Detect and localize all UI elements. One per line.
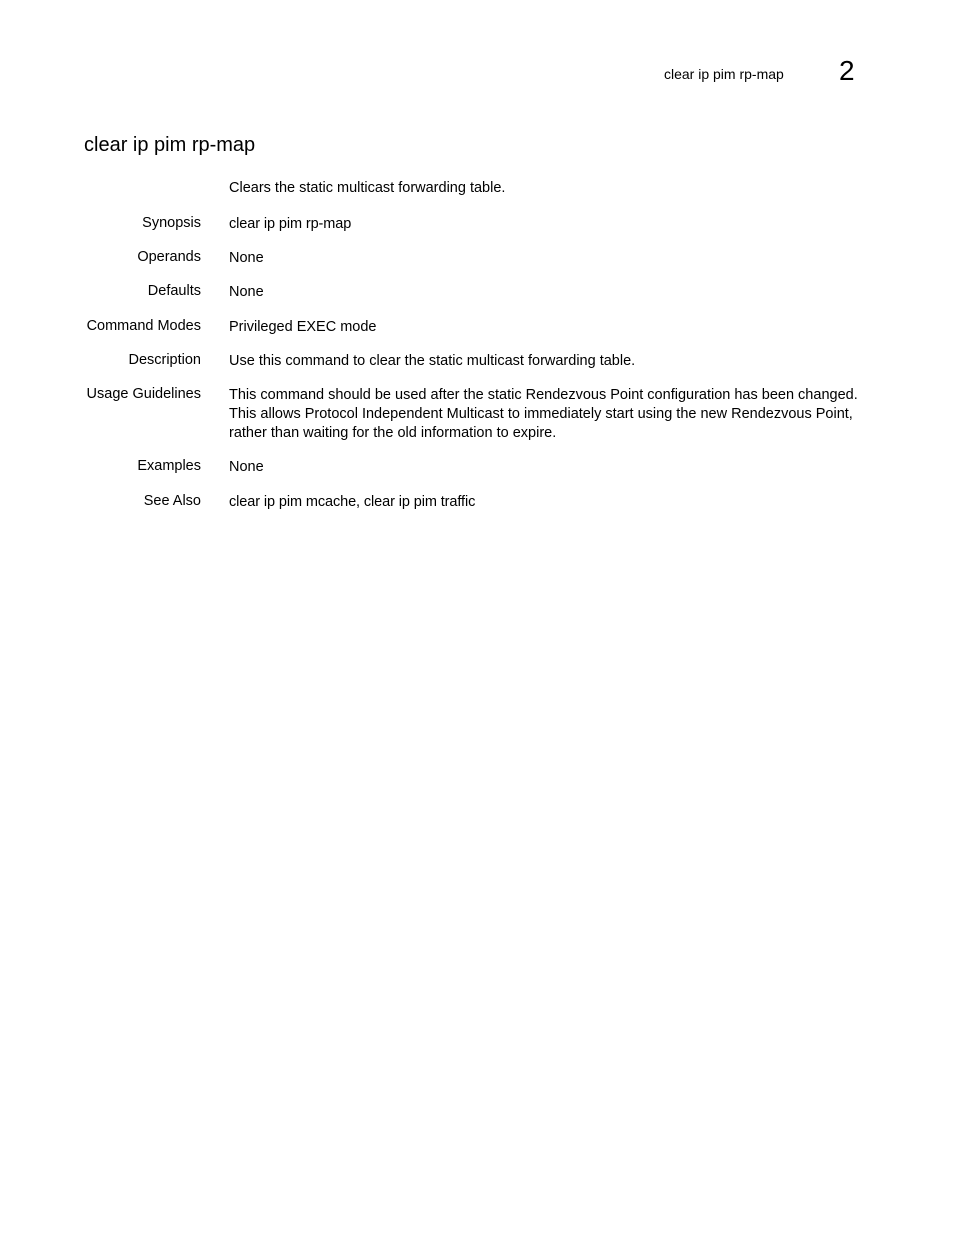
- synopsis-value: clear ip pim rp-map: [229, 216, 352, 232]
- page-title: clear ip pim rp-map: [84, 134, 256, 156]
- see-also-label: See Also: [143, 493, 201, 509]
- description-value: Use this command to clear the static multicast forwarding table.: [229, 353, 636, 369]
- running-header-title: clear ip pim rp-map: [664, 66, 784, 82]
- description-label: Description: [128, 352, 201, 368]
- defaults-value: None: [229, 284, 264, 300]
- usage-guidelines-line: This command should be used after the static Rendezvous Point configuration has been changed.: [229, 387, 858, 403]
- usage-guidelines-text: [229, 386, 879, 443]
- operands-value: None: [229, 250, 264, 266]
- command-modes-value: Privileged EXEC mode: [229, 319, 377, 335]
- defaults-label: Defaults: [147, 283, 201, 299]
- examples-label: Examples: [137, 458, 201, 474]
- see-also-value: clear ip pim mcache, clear ip pim traffic: [229, 494, 476, 510]
- examples-value: None: [229, 459, 264, 475]
- usage-guidelines-label: Usage Guidelines: [86, 386, 201, 402]
- chapter-number: 2: [839, 55, 855, 86]
- synopsis-label: Synopsis: [142, 215, 201, 231]
- operands-label: Operands: [137, 249, 201, 265]
- command-modes-label: Command Modes: [86, 318, 201, 334]
- command-summary: Clears the static multicast forwarding table.: [229, 180, 506, 196]
- usage-guidelines-line: This allows Protocol Independent Multicast to immediately start using the new Rendezvous Point,: [229, 406, 853, 422]
- usage-guidelines-line: rather than waiting for the old information to expire.: [229, 425, 557, 441]
